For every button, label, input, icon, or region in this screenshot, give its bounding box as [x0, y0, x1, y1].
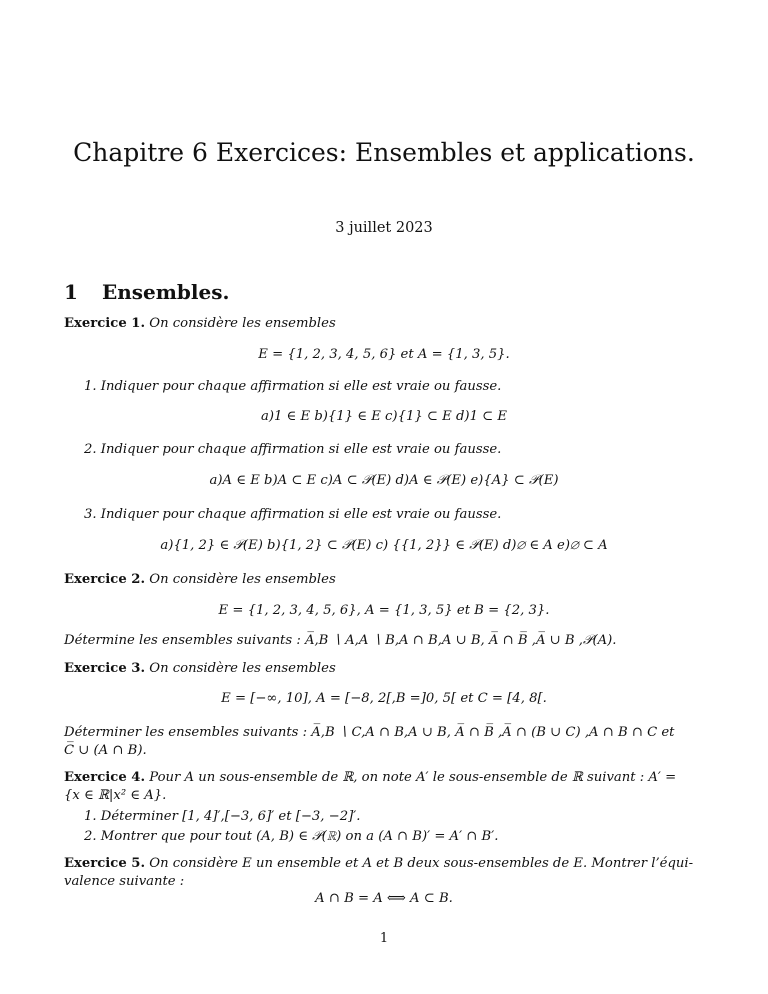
- exercise-2-task: Détermine les ensembles suivants : A̅,B ∖ A,A ∖ B,A ∩ B,A ∪ B, A̅ ∩ B̅ ,A̅ ∪ B ,𝒫(A).: [64, 633, 617, 648]
- section-heading: [64, 280, 229, 304]
- exercise-1-label: Exercice 1.: [64, 316, 146, 331]
- exercise-5-intro: [64, 855, 704, 872]
- exercise-1-intro: [64, 315, 704, 332]
- exercise-5-label: Exercice 5.: [64, 856, 146, 871]
- document-date: 3 juillet 2023: [335, 220, 433, 236]
- exercise-3-task-line-1: Déterminer les ensembles suivants : A̅,B ∖ C,A ∩ B,A ∪ B, A̅ ∩ B̅ ,A̅ ∩ (B ∪ C) ,A ∩ B ∩ C et: [64, 725, 675, 740]
- exercise-2-label: Exercice 2.: [64, 572, 146, 587]
- exercise-1-question-1-statements: a)1 ∈ E b){1} ∈ E c){1} ⊂ E d)1 ⊂ E: [260, 409, 508, 424]
- exercise-4-label: Exercice 4.: [64, 770, 146, 785]
- page-number: 1: [379, 931, 389, 946]
- exercise-5-equivalence: A ∩ B = A ⟺ A ⊂ B.: [315, 891, 453, 906]
- exercise-2-intro: [64, 571, 704, 588]
- exercise-3-label: Exercice 3.: [64, 661, 146, 676]
- exercise-5-text-line-2: valence suivante :: [64, 874, 185, 889]
- exercise-2-intro-text: On considère les ensembles: [149, 572, 336, 587]
- exercise-1-question-1: 1. Indiquer pour chaque affirmation si elle est vraie ou fausse.: [84, 379, 502, 394]
- section-number: 1: [64, 280, 78, 304]
- exercise-1-question-3-statements: a){1, 2} ∈ 𝒫(E) b){1, 2} ⊂ 𝒫(E) c) {{1, 2}} ∈ 𝒫(E) d)∅ ∈ A e)∅ ⊂ A: [160, 538, 608, 553]
- exercise-3-intro: [64, 660, 704, 677]
- exercise-3-task-line-2: C̅ ∪ (A ∩ B).: [64, 743, 147, 758]
- exercise-4-text-line-1: Pour A un sous-ensemble de ℝ, on note A′ le sous-ensemble de ℝ suivant : A′ =: [149, 770, 677, 785]
- exercise-1-intro-text: On considère les ensembles: [149, 316, 336, 331]
- exercise-3-intro-text: On considère les ensembles: [149, 661, 336, 676]
- exercise-5-text-line-1: On considère E un ensemble et A et B deux sous-ensembles de E. Montrer l’équi-: [149, 856, 694, 871]
- exercise-1-question-2-statements: a)A ∈ E b)A ⊂ E c)A ⊂ 𝒫(E) d)A ∈ 𝒫(E) e){A} ⊂ 𝒫(E): [209, 473, 559, 488]
- exercise-1-question-2: 2. Indiquer pour chaque affirmation si elle est vraie ou fausse.: [84, 442, 502, 457]
- exercise-4-question-1: 1. Déterminer [1, 4]′,[−3, 6]′ et [−3, −2]′.: [84, 809, 361, 824]
- exercise-4-intro: [64, 769, 704, 786]
- exercise-1-sets: E = {1, 2, 3, 4, 5, 6} et A = {1, 3, 5}.: [258, 347, 510, 362]
- exercise-4-text-line-2: {x ∈ ℝ|x² ∈ A}.: [64, 788, 167, 803]
- section-title: Ensembles.: [102, 280, 230, 304]
- document-title: Chapitre 6 Exercices: Ensembles et applications.: [73, 138, 695, 167]
- exercise-2-sets: E = {1, 2, 3, 4, 5, 6}, A = {1, 3, 5} et B = {2, 3}.: [218, 603, 550, 618]
- exercise-4-question-2: 2. Montrer que pour tout (A, B) ∈ 𝒫(ℝ) on a (A ∩ B)′ = A′ ∩ B′.: [84, 829, 499, 844]
- exercise-1-question-3: 3. Indiquer pour chaque affirmation si elle est vraie ou fausse.: [84, 507, 502, 522]
- exercise-3-sets: E = [−∞, 10], A = [−8, 2[,B =]0, 5[ et C = [4, 8[.: [221, 691, 547, 706]
